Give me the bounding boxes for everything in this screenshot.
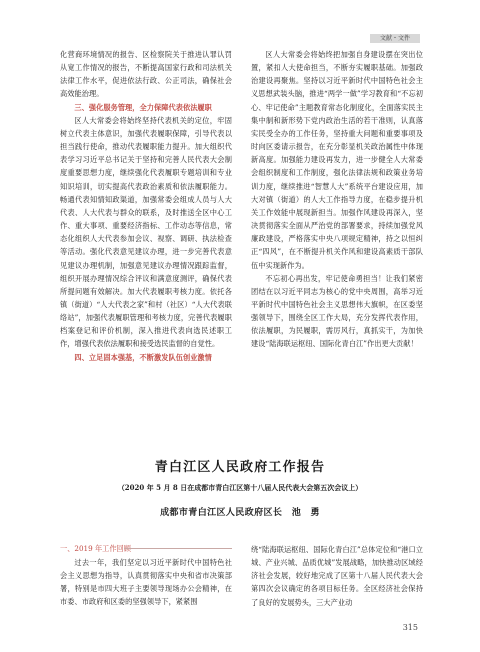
section-subheading: 三、强化服务管理，全力保障代表依法履职: [74, 102, 212, 112]
section-subheading: 四、立足固本强基，不断激发队伍创业激情: [74, 352, 212, 362]
paragraph: 过去一年，我们坚定以习近平新时代中国特色社会主义思想为指导，认真贯彻落实中央和省市决策部署，特别是市四大班子主要领导现场办公会精神，在市委、市政府和区委的坚强领导下，紧紧围: [60, 558, 232, 607]
paragraph: 绕“陆海联运枢纽、国际化青白江”总体定位和“港口立城、产业兴城、品质优城”发展战略，加快推动区域经济社会发展，较好地完成了区第十八届人民代表大会第四次会议确定的各项目标任务。全区经济社会保持了良好的发展势头，三大产业动: [251, 545, 423, 607]
report-author: 成都市青白江区人民政府区长 池 勇: [160, 508, 320, 518]
paragraph: 化营商环境情况的报告、区检察院关于推进认罪认罚从宽工作情况的报告，不断提高国家行政和司法机关法律工作水平，促进依法行政、公正司法，确保社会高效能治理。: [60, 50, 232, 99]
section-tag: 文献・文件: [370, 34, 420, 43]
section-heading-text: 一、2019 年工作回顾: [60, 544, 131, 553]
right-column: [251, 48, 423, 351]
section-heading: [60, 544, 232, 554]
paragraph: 区人大常委会将始终坚持代表机关的定位，牢固树立代表主体意识，加强代表履职保障，引导代表以担当践行使命，推动代表履职能力提升。加大组织代表学习习近平总书记关于坚持和完善人民代表大会制度重要思想力度，继续强化代表履职专题培训和专业知识培训，切实提高代表政治素质和依法履职能力。畅通代表知情知政渠道，加强常委会组成人员与人大代表、人大代表与群众的联系，及时推送全区中心工作、重大事项、重要经济指标、工作动态等信息，常态化组织人大代表参加会议、视察、调研、执法检查等活动。强化代表意见建议办理，进一步完善代表意见建议办理机制，加强意见建议办理情况跟踪监督，组织开展办理情况综合评议和满意度测评，确保代表所提问题有效解决。加大代表履职考核力度。依托各镇（街道）“人大代表之家”和村（社区）“人大代表联络站”，加强代表履职管理和考核力度，完善代表履职档案登记和评价机制，深入推进代表向选民述职工作，增强代表依法履职和接受选民监督的自觉性。: [60, 115, 232, 349]
section-rule: [124, 548, 232, 549]
paragraph: 不忘初心再出发，牢记使命勇担当！让我们紧密团结在以习近平同志为核心的党中央周围，高举习近平新时代中国特色社会主义思想伟大旗帜，在区委坚强领导下，围绕全区工作大局，充分发挥代表作用，依法履职，为民履职，需厉风行，真抓实干，为加快建设“陆海联运枢纽、国际化青白江”作出更大贡献！: [251, 273, 423, 349]
page-number: 315: [402, 623, 418, 632]
left-column: [60, 48, 232, 364]
paragraph: 区人大常委会将始终把加强自身建设摆在突出位置，紧扣人大使命担当，不断夯实履职基础。加强政治建设再聚焦。坚持以习近平新时代中国特色社会主义思想武装头脑，推进“两学一做”学习教育和“不忘初心、牢记使命”主题教育常态化制度化，全面落实民主集中制和新形势下党内政治生活的若干准则，认真落实民受全办的工作任务，坚持重大问题和重要事项及时向区委请示报告，在充分彰显机关政治属性中体现新高度。加强能力建设再发力，进一步健全人大常委会组织制度和工作制度，强化法律法规和政策业务培训力度，继续推进“智慧人大”系统平台建设应用，加大对镇（街道）的人大工作指导力度，在稳步提升机关工作效能中展现新担当。加强作风建设再深入，坚决贯彻落实全面从严治党的部署要求，持续加强党风廉政建设，严格落实中央八项规定精神，持之以恒纠正“四风”，在不断提升机关作风和建设高素质干部队伍中实现新作为。: [251, 50, 423, 270]
left-column-lower: [60, 556, 232, 609]
right-column-lower: [251, 543, 423, 609]
report-title: 青白江区人民政府工作报告: [154, 460, 326, 475]
report-subtitle: （2020 年 5 月 8 日在成都市青白江区第十八届人民代表大会第五次会议上）: [117, 483, 363, 492]
